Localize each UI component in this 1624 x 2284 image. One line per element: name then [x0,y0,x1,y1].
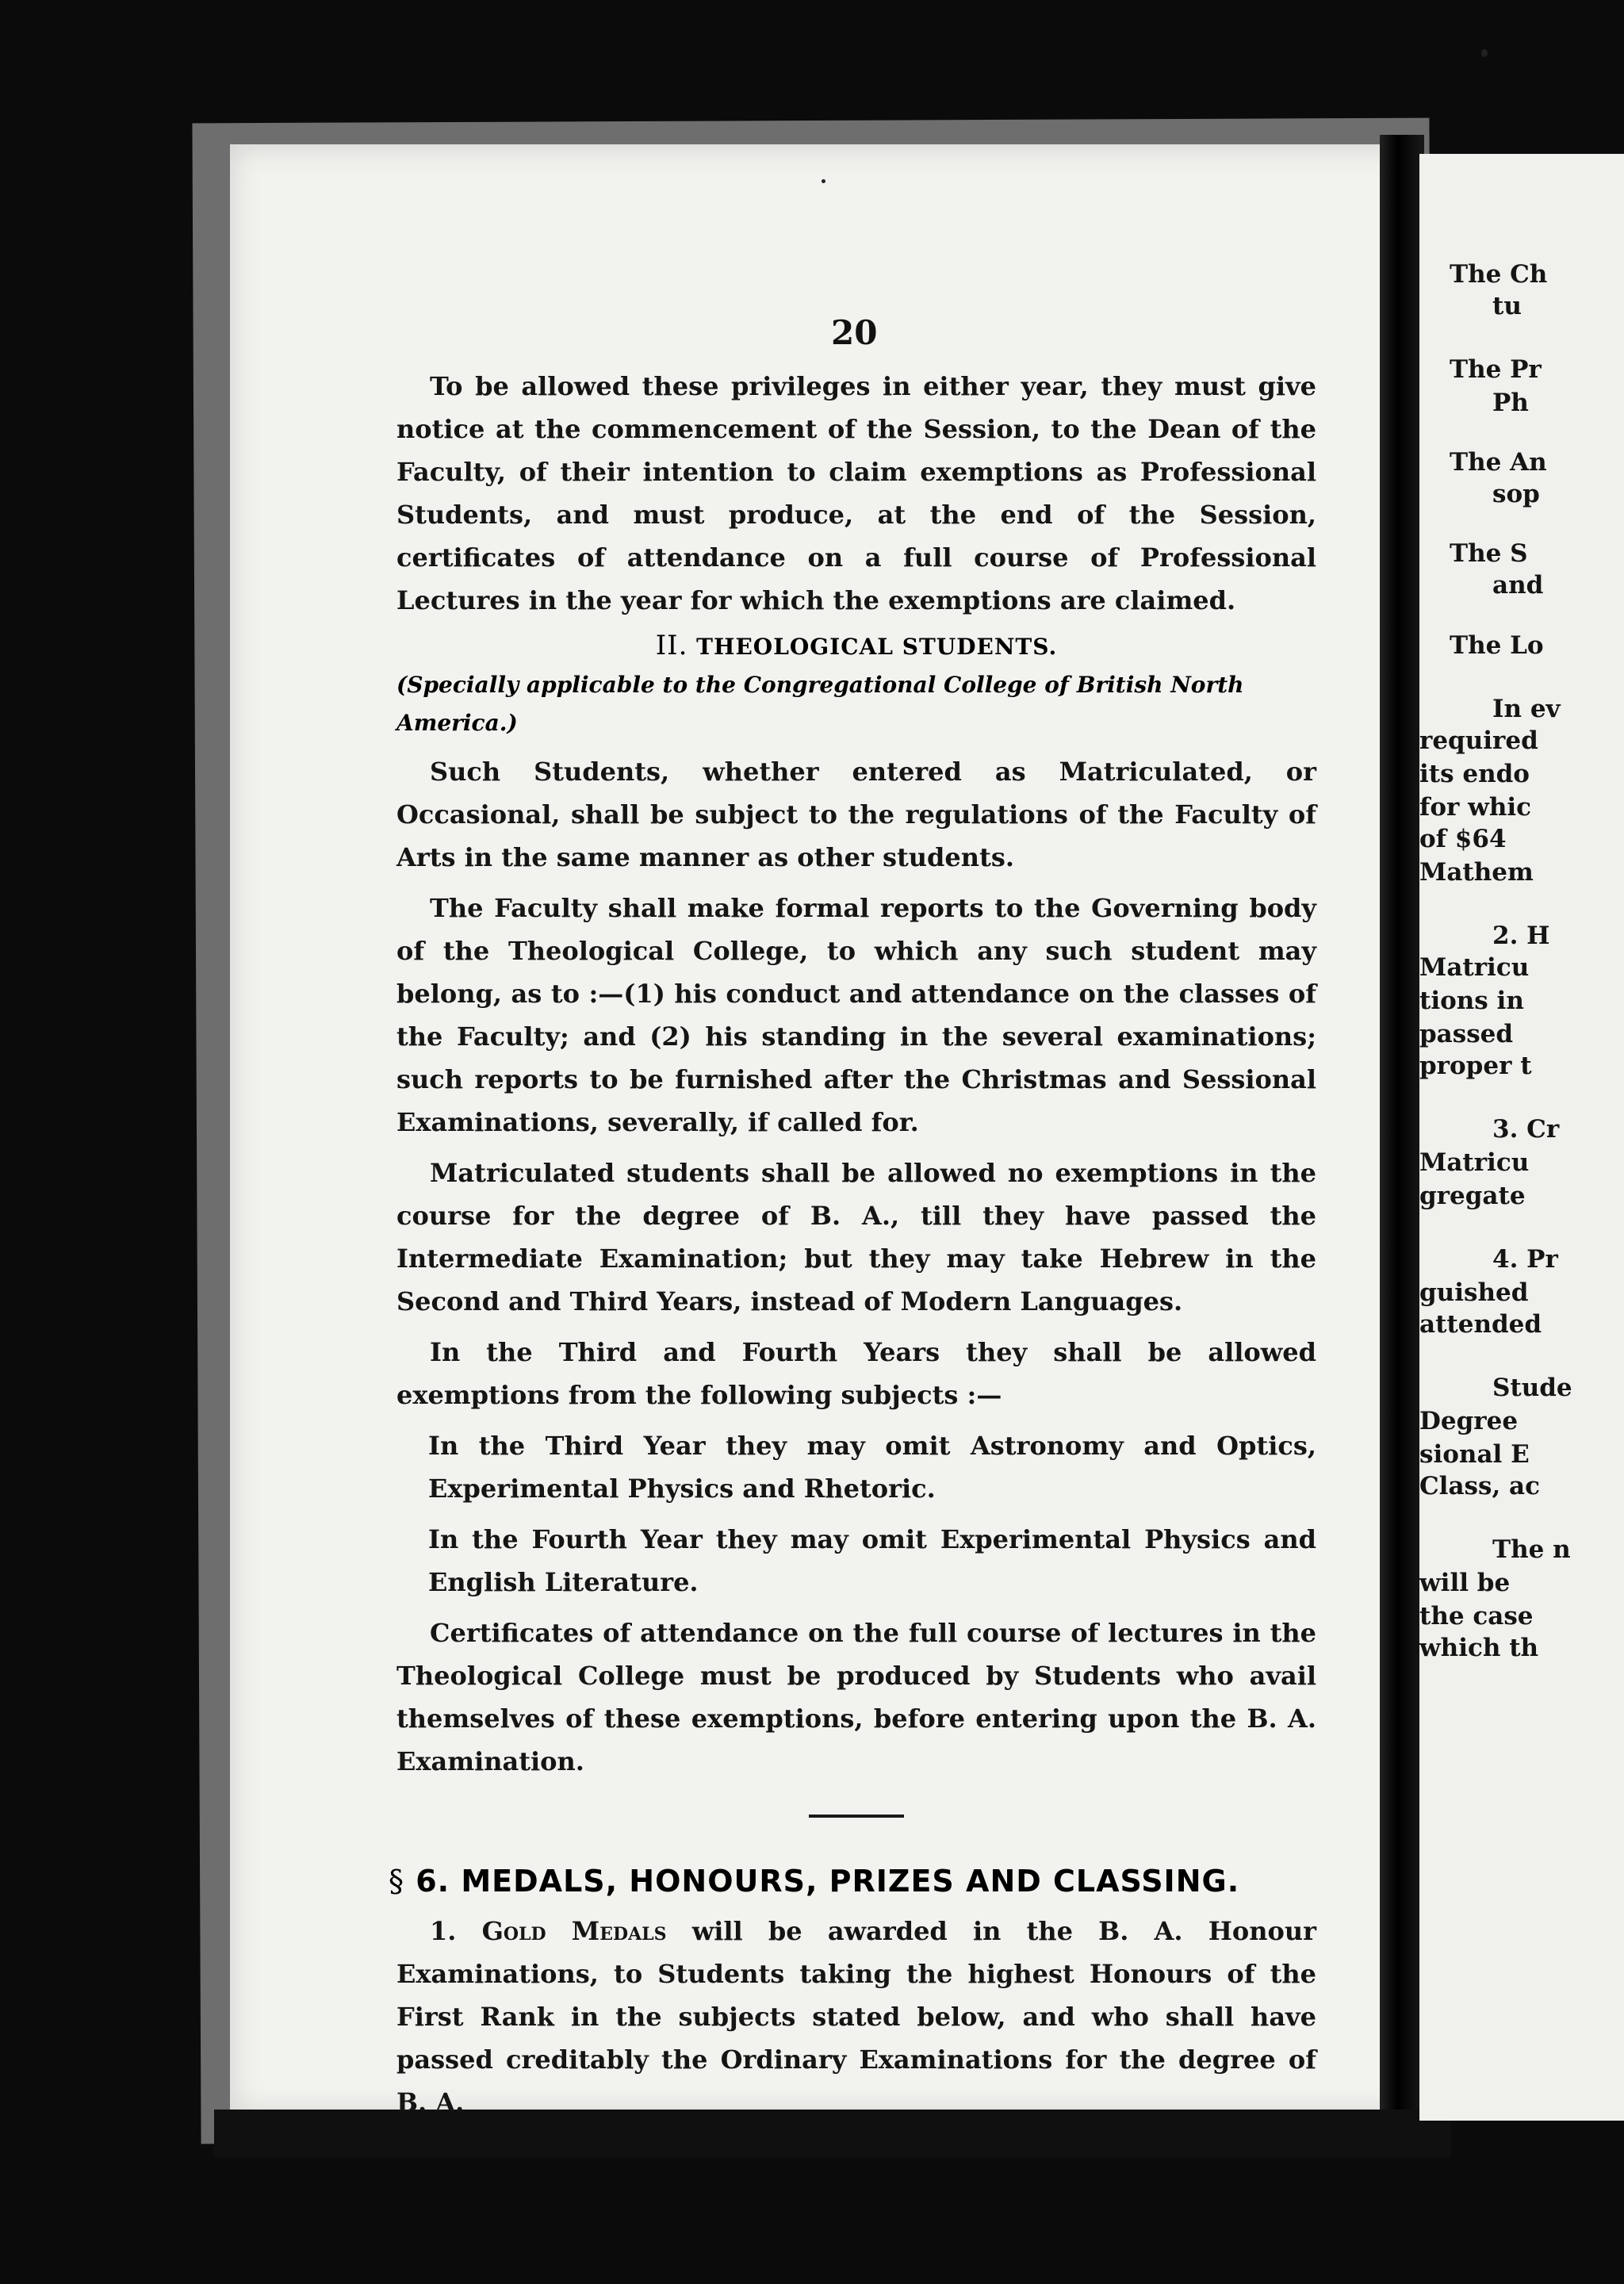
right-page-line: Degree [1419,1407,1519,1435]
right-page-line: The S [1450,539,1528,568]
right-page-line: which th [1419,1634,1539,1662]
right-page-line: The n [1492,1535,1571,1564]
gold-medals-text: will be awarded in the B. A. Honour Examinations, to Students taking the highest Honours of the First Rank in the subjects stated below, and who shall have passed creditably the Ordinary Examinations for the degree of B. A. [396,1916,1317,2117]
section-heading-theological [396,630,1316,661]
gold-medals-lead: 1. Gold Medals [430,1916,667,1946]
paragraph-gold-medals [396,1910,1316,2124]
right-page-line: for whic [1419,793,1532,822]
right-page-line: The An [1450,448,1547,477]
right-page-line: In ev [1492,695,1561,723]
right-page-line: its endo [1419,760,1530,788]
book-gutter [1380,135,1424,2133]
right-page-line: 4. Pr [1492,1245,1558,1274]
page-body [389,365,1317,2132]
right-page-line: Stude [1492,1374,1572,1402]
right-page-line: the case [1419,1602,1534,1631]
right-page-line: passed [1419,1020,1514,1048]
right-page-line: Matricu [1419,1148,1530,1177]
section-heading-medals [389,1864,1316,1899]
paragraph-faculty-reports: The Faculty shall make formal reports to the Governing body of the Theological College, to which any such student may belong, as to :—(1) his conduct and attendance on the classes of the Faculty; and (2) his standing in the several examinations; such reports to be furnished after the Christmas and Sessional Examinations, severally, if called for. [396,893,1316,1137]
paragraph-third-year: In the Third Year they may omit Astronomy and Optics, Experimental Physics and Rhetoric. [428,1431,1316,1504]
right-page-line: of $64 [1419,825,1507,853]
paragraph-fourth-year: In the Fourth Year they may omit Experimental Physics and English Literature. [428,1524,1316,1597]
right-page-line: 3. Cr [1492,1115,1560,1144]
paragraph-matriculated: Matriculated students shall be allowed no exemptions in the course for the degree of B. A., till they have passed the Intermediate Examination; but they may take Hebrew in the Second and Third Years, instead of Modern Languages. [396,1158,1316,1316]
heading-text: THEOLOGICAL STUDENTS. [696,634,1058,660]
paragraph-third-fourth: In the Third and Fourth Years they shall be allowed exemptions from the following subjects :— [396,1337,1316,1410]
right-page-line: sop [1492,480,1540,508]
right-page-line: Mathem [1419,858,1534,887]
right-page-line: Class, ac [1419,1472,1540,1500]
page-number: 20 [831,313,878,352]
section-heading-text: 6. MEDALS, HONOURS, PRIZES AND CLASSING. [416,1864,1240,1899]
right-page-line: tions in [1419,987,1524,1015]
right-page-line: The Ch [1450,260,1548,289]
right-page-line: sional E [1419,1440,1530,1469]
right-page-line: attended [1419,1310,1542,1339]
section-symbol: § [389,1864,404,1899]
heading-roman-numeral: II. [655,630,688,661]
right-page-line: and [1492,571,1544,600]
right-page-line: tu [1492,292,1522,320]
right-page-line: Ph [1492,389,1529,417]
right-page-edge [1419,154,1624,2121]
right-page-line: The Pr [1450,355,1542,384]
speck [1481,49,1488,57]
right-page-line: 2. H [1492,922,1550,950]
speck [822,179,825,183]
heading-subnote: (Specially applicable to the Congregational College of British North America.) [396,672,1244,736]
right-page-line: will be [1419,1569,1511,1597]
right-page-line: proper t [1419,1052,1532,1080]
right-page-line: The Lo [1450,631,1544,660]
section-divider [809,1815,904,1818]
right-page-line: Matricu [1419,953,1530,982]
paragraph-such-students: Such Students, whether entered as Matriculated, or Occasional, shall be subject to the regulations of the Faculty of Arts in the same manner as other students. [396,757,1316,872]
right-page-line: guished [1419,1278,1529,1307]
paragraph-privileges: To be allowed these privileges in either year, they must give notice at the commencement of the Session, to the Dean of the Faculty, of their intention to claim exemptions as Professional Students, and must produce, at the end of the Session, certificates of attendance on a full course of Professional Lectures in the year for which the exemptions are claimed. [396,371,1316,615]
right-page-line: gregate [1419,1182,1526,1210]
paragraph-certificates: Certificates of attendance on the full course of lectures in the Theological College must be produced by Students who avail themselves of these exemptions, before entering upon the B. A. Examination. [396,1618,1316,1776]
right-page-line: required [1419,726,1538,755]
